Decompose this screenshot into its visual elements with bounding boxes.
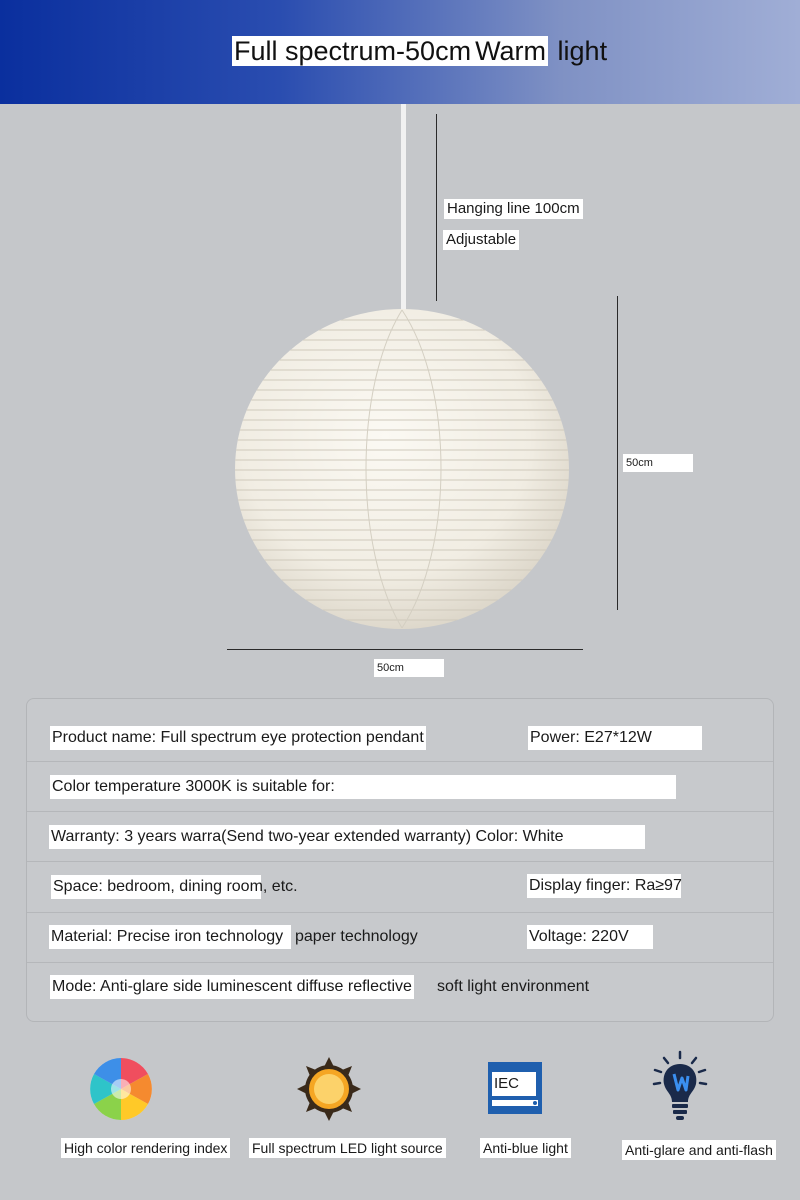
iec-badge-text: IEC <box>494 1075 520 1092</box>
bulb-hand-icon <box>650 1050 710 1122</box>
paper-lantern-illustration <box>234 308 570 630</box>
spec-row-4 <box>27 861 773 912</box>
width-dimension-line <box>227 649 583 650</box>
hanging-line-indicator <box>436 114 437 301</box>
title-part-2: Warm <box>475 36 547 66</box>
spec-row-5 <box>27 912 773 963</box>
spec-warranty: Warranty: 3 years warra(Send two-year extended warranty) Color: White <box>49 825 645 849</box>
spec-row-2 <box>27 761 773 812</box>
feature-full-spectrum <box>297 1057 361 1121</box>
spec-display-finger: Display finger: Ra≥97 <box>527 874 681 898</box>
width-label: 50cm <box>374 659 444 677</box>
spec-power: Power: E27*12W <box>528 726 702 750</box>
spec-voltage: Voltage: 220V <box>527 925 653 949</box>
title-part-1: Full spectrum-50cm <box>234 36 472 66</box>
color-wheel-icon <box>88 1056 154 1122</box>
height-dimension-line <box>617 296 618 610</box>
spec-mode: Mode: Anti-glare side luminescent diffuse reflective <box>50 975 414 999</box>
spec-row-1 <box>27 699 773 749</box>
sun-icon <box>297 1057 361 1121</box>
hanging-cord <box>401 104 406 310</box>
feature-label-cri: High color rendering index <box>61 1138 230 1158</box>
spec-material-paper: paper technology <box>295 928 418 945</box>
title-part-3: light <box>550 36 608 66</box>
spec-row-3 <box>27 811 773 862</box>
feature-anti-glare <box>650 1050 710 1122</box>
spec-mode-rest: soft light environment <box>437 978 590 995</box>
feature-label-full-spectrum: Full spectrum LED light source <box>249 1138 446 1158</box>
specs-table <box>26 698 774 1022</box>
adjustable-label: Adjustable <box>443 230 519 250</box>
spec-product-name: Product name: Full spectrum eye protection pendant <box>50 726 426 750</box>
spec-color-temperature: Color temperature 3000K is suitable for: <box>50 775 676 799</box>
feature-label-anti-blue: Anti-blue light <box>480 1138 571 1158</box>
page-title <box>232 33 609 69</box>
feature-label-anti-glare: Anti-glare and anti-flash <box>622 1140 776 1160</box>
hanging-line-label: Hanging line 100cm <box>444 199 583 219</box>
spec-space: Space: bedroom, dining room, etc. <box>51 875 261 899</box>
spec-material: Material: Precise iron technology <box>49 925 291 949</box>
feature-anti-blue <box>488 1062 542 1114</box>
feature-high-cri <box>88 1056 154 1122</box>
height-label: 50cm <box>623 454 693 472</box>
spec-row-6 <box>27 962 773 1013</box>
